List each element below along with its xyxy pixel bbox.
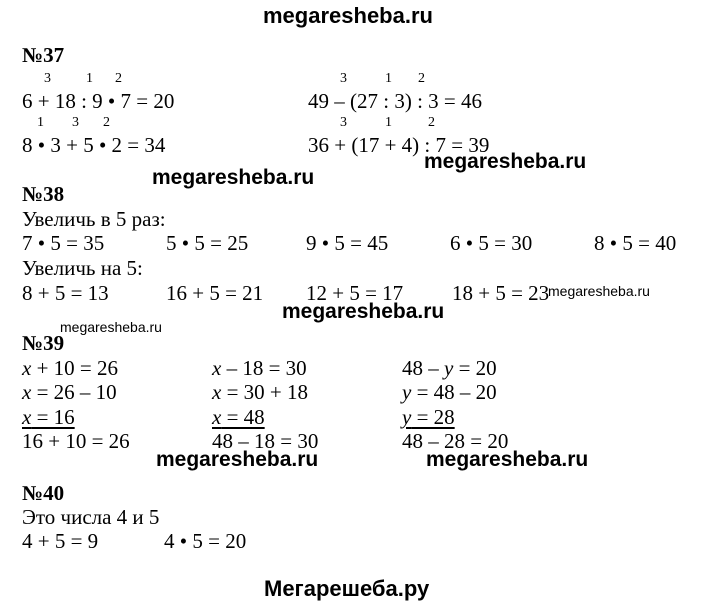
task37-equation-d: 36 + (17 + 4) : 7 = 39 [308, 133, 490, 157]
task39-col3-line1: 48 – y = 20 [402, 356, 497, 380]
order-mark: 2 [418, 71, 425, 86]
task38-row1-item: 8 • 5 = 40 [594, 231, 677, 255]
task39-col2-answer: x = 48 [212, 405, 265, 429]
task38-label-add: Увеличь на 5: [22, 256, 143, 280]
watermark-small: megaresheba.ru [548, 283, 650, 299]
task37-equation-a: 6 + 18 : 9 • 7 = 20 [22, 89, 175, 113]
order-mark: 1 [385, 71, 392, 86]
watermark-small: megaresheba.ru [60, 319, 162, 335]
watermark: megaresheba.ru [424, 150, 587, 173]
task39-col2-line2: x = 30 + 18 [212, 380, 309, 404]
watermark: megaresheba.ru [426, 448, 589, 471]
task38-row1-item: 6 • 5 = 30 [450, 231, 533, 255]
task39-col2-line1: x – 18 = 30 [212, 356, 307, 380]
task39-col1-line2: x = 26 – 10 [22, 380, 117, 404]
order-mark: 1 [37, 115, 44, 130]
task39-col1-answer: x = 16 [22, 405, 75, 429]
task38-row2-item: 18 + 5 = 23 [452, 281, 550, 305]
task37-equation-b: 49 – (27 : 3) : 3 = 46 [308, 89, 482, 113]
task38-row1-item: 5 • 5 = 25 [166, 231, 249, 255]
order-mark: 3 [72, 115, 79, 130]
task39-col2-check: 48 – 18 = 30 [212, 429, 319, 453]
order-mark: 3 [44, 71, 51, 86]
watermark: megaresheba.ru [282, 300, 445, 323]
task38-label-multiply: Увеличь в 5 раз: [22, 207, 166, 231]
order-mark: 3 [340, 71, 347, 86]
order-mark: 1 [385, 115, 392, 130]
task40-equation-product: 4 • 5 = 20 [164, 529, 247, 553]
order-mark: 2 [103, 115, 110, 130]
task40-equation-sum: 4 + 5 = 9 [22, 529, 99, 553]
task40-title: №40 [22, 481, 65, 505]
task38-row1-item: 9 • 5 = 45 [306, 231, 389, 255]
order-mark: 3 [340, 115, 347, 130]
task39-col3-check: 48 – 28 = 20 [402, 429, 509, 453]
task37-equation-c: 8 • 3 + 5 • 2 = 34 [22, 133, 166, 157]
task38-row2-item: 8 + 5 = 13 [22, 281, 109, 305]
task38-row2-item: 16 + 5 = 21 [166, 281, 264, 305]
order-mark: 2 [115, 71, 122, 86]
task39-col1-check: 16 + 10 = 26 [22, 429, 130, 453]
task38-title: №38 [22, 182, 65, 206]
watermark: megaresheba.ru [156, 448, 319, 471]
task39-col1-line1: x + 10 = 26 [22, 356, 119, 380]
task38-row2-item: 12 + 5 = 17 [306, 281, 404, 305]
order-mark: 1 [86, 71, 93, 86]
footer-title: Мегарешеба.ру [264, 576, 430, 601]
order-mark: 2 [428, 115, 435, 130]
task39-title: №39 [22, 331, 65, 355]
watermark: megaresheba.ru [152, 166, 315, 189]
task40-text: Это числа 4 и 5 [22, 505, 160, 529]
task39-col3-answer: y = 28 [402, 405, 455, 429]
task39-col3-line2: y = 48 – 20 [402, 380, 497, 404]
task37-title: №37 [22, 43, 65, 67]
site-title: megaresheba.ru [263, 3, 433, 28]
task38-row1-item: 7 • 5 = 35 [22, 231, 105, 255]
